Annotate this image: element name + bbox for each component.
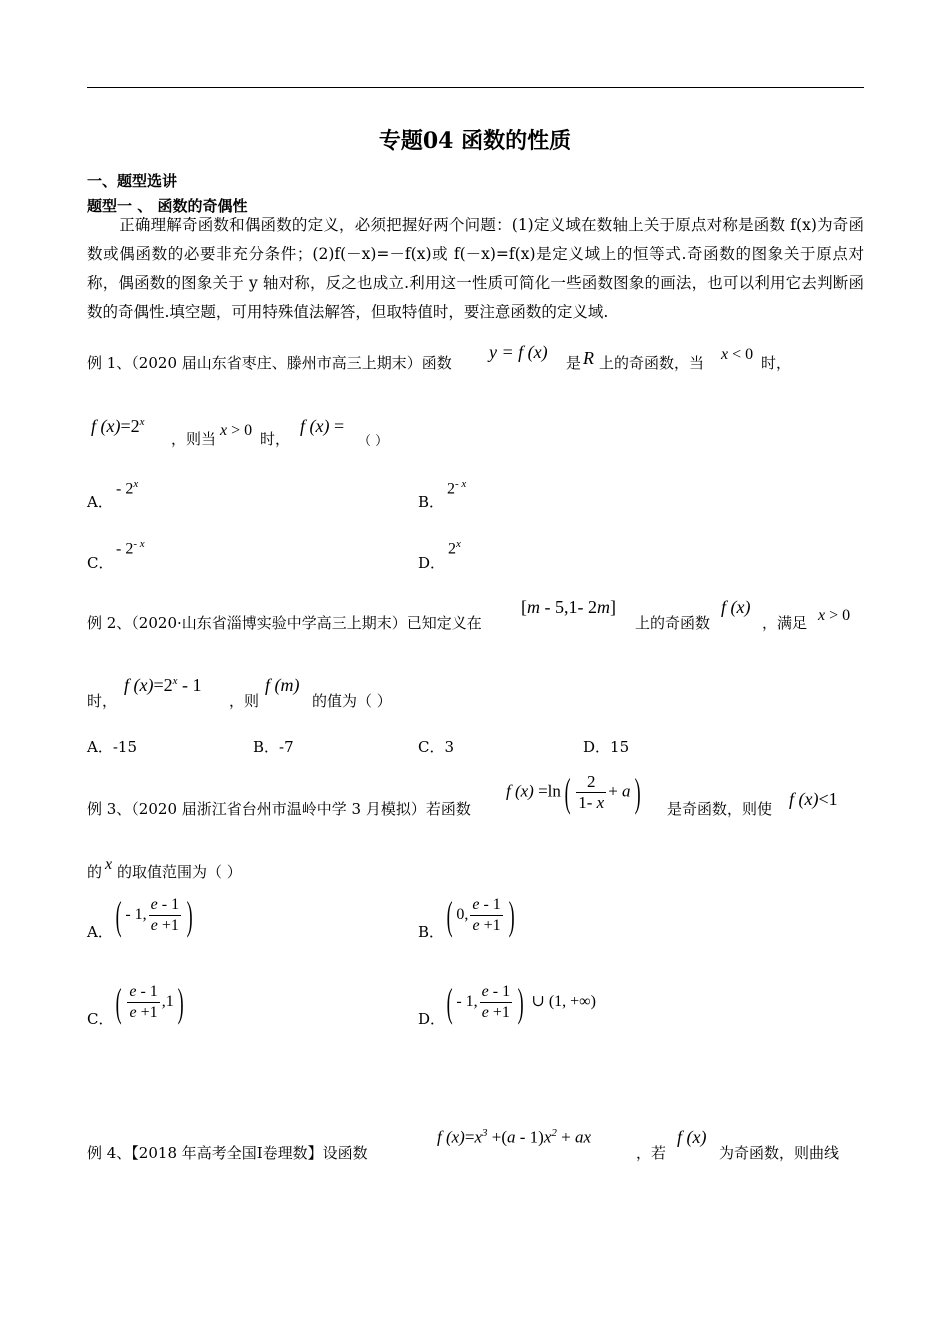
ex1-condition-pos: x > 0 <box>220 422 253 439</box>
ex1-func-formula: y = f (x) <box>489 342 548 362</box>
example-1-label: 例 1、（2020 届山东省枣庄、滕州市高三上期末）函数 <box>87 354 452 372</box>
ex1-text-5: ，则当 <box>171 430 217 448</box>
ex2-option-d[interactable]: D．15 <box>583 738 630 756</box>
example-3-label: 例 3、（2020 届浙江省台州市温岭中学 3 月模拟）若函数 <box>87 800 471 818</box>
ex1-text-3: 上的奇函数，当 <box>599 354 705 372</box>
ex3-inequality: f (x)<1 <box>789 789 838 809</box>
top-rule <box>87 87 864 88</box>
ex4-text-3: 为奇函数，则曲线 <box>719 1144 840 1162</box>
ex3-option-b[interactable]: B． <box>418 923 445 941</box>
ex2-question-formula: f (m) <box>265 675 300 695</box>
intro-text: 正确理解奇函数和偶函数的定义，必须把握好两个问题：(1)定义域在数轴上关于原点对称是函数 f(x)为奇函数或偶函数的必要非充分条件；(2)f(－x)=－f(x)或 f(－x)=f(x)是定义域上的恒等式.奇函数的图象关于原点对称，偶函数的图象关于 y 轴对称，反之也成立.利用这一性质可简化一些函数图象的画法，也可以利用它去判断函数的奇偶性.填空题，可用特殊值法解答，但取特值时，要注意函数的定义域. <box>87 216 864 321</box>
ex2-text-5: ，则 <box>229 692 260 710</box>
ex1-option-b[interactable]: B． <box>418 493 445 511</box>
ex2-condition: x > 0 <box>818 607 851 624</box>
ex4-func: f (x) <box>677 1127 707 1147</box>
ex4-func-formula: f $(x)=x^3 +(a - 1)x^2$ + ax <box>437 1127 591 1147</box>
ex2-interval-formula: [m - 5,1- 2m] <box>521 597 616 617</box>
ex1-text-6: 时， <box>260 430 291 448</box>
ex3-option-d-formula: ( - 1, $\frac{e - 1}{e +1}$ ) ∪ (1, +∞) <box>446 979 596 1025</box>
intro-paragraph <box>87 211 864 327</box>
ex1-option-d[interactable]: D． <box>418 554 446 572</box>
ex1-option-d-formula: 2$^x$ <box>448 538 461 558</box>
ex1-given-formula: f $(x)=2^x$ <box>91 416 145 436</box>
ex2-text-3: ，满足 <box>762 614 808 632</box>
ex2-func: f (x) <box>721 597 751 617</box>
ex2-option-c[interactable]: C．3 <box>418 738 455 756</box>
ex3-option-a[interactable]: A． <box>87 923 113 941</box>
ex1-option-b-formula: $2^{- x}$ <box>447 478 467 498</box>
ex2-text-2: 上的奇函数 <box>635 614 711 632</box>
ex2-text-6: 的值为（ ） <box>312 692 392 710</box>
ex1-question-formula: f (x) = <box>300 416 345 436</box>
ex3-variable-x: x <box>105 856 113 873</box>
ex3-option-b-formula: ( 0, $\frac{e - 1}{e +1}$ ) <box>446 892 515 938</box>
example-2-label: 例 2、（2020·山东省淄博实验中学高三上期末）已知定义在 <box>87 614 482 632</box>
ex1-domain-R: R <box>583 348 594 368</box>
ex3-text-2: 是奇函数，则使 <box>667 800 773 818</box>
example-4-label: 例 4、【2018 年高考全国Ⅰ卷理数】设函数 <box>87 1144 368 1162</box>
page-title: 专题04 函数的性质 <box>378 128 572 154</box>
ex3-option-c[interactable]: C． <box>87 1010 114 1028</box>
ex4-text-2: ，若 <box>636 1144 667 1162</box>
ex3-func-formula: f (x) =ln( $\frac{2}{1- x}$ + a) <box>506 769 641 815</box>
ex2-given-formula: f $(x)=2^x - 1$ <box>124 675 202 695</box>
ex2-text-4: 时， <box>87 692 118 710</box>
ex2-option-a[interactable]: A．-15 <box>87 738 137 756</box>
ex1-option-a[interactable]: A． <box>87 493 113 511</box>
ex1-condition-neg: x < 0 <box>721 346 754 363</box>
ex1-option-c[interactable]: C． <box>87 554 114 572</box>
ex3-option-a-formula: ( - 1, $\frac{e - 1}{e +1}$ ) <box>115 892 193 938</box>
ex3-option-c-formula: ( $\frac{e - 1}{e +1}$ ,1) <box>115 979 184 1025</box>
ex3-text-4: 的取值范围为（ ） <box>117 863 242 881</box>
ex1-option-c-formula: - $2^{- x}$ <box>116 538 145 558</box>
ex1-option-a-formula: - 2$^x$ <box>116 478 139 498</box>
ex3-option-d[interactable]: D． <box>418 1010 446 1028</box>
ex1-text-2: 是 <box>566 354 582 372</box>
ex2-option-b[interactable]: B．-7 <box>253 738 294 756</box>
question-type-heading: 题型一 、 函数的奇偶性 <box>87 197 248 215</box>
ex1-answer-blank: （ ） <box>358 434 389 449</box>
section-heading: 一、题型选讲 <box>87 172 178 190</box>
ex3-text-3: 的 <box>87 863 103 881</box>
ex1-text-4: 时， <box>761 354 792 372</box>
